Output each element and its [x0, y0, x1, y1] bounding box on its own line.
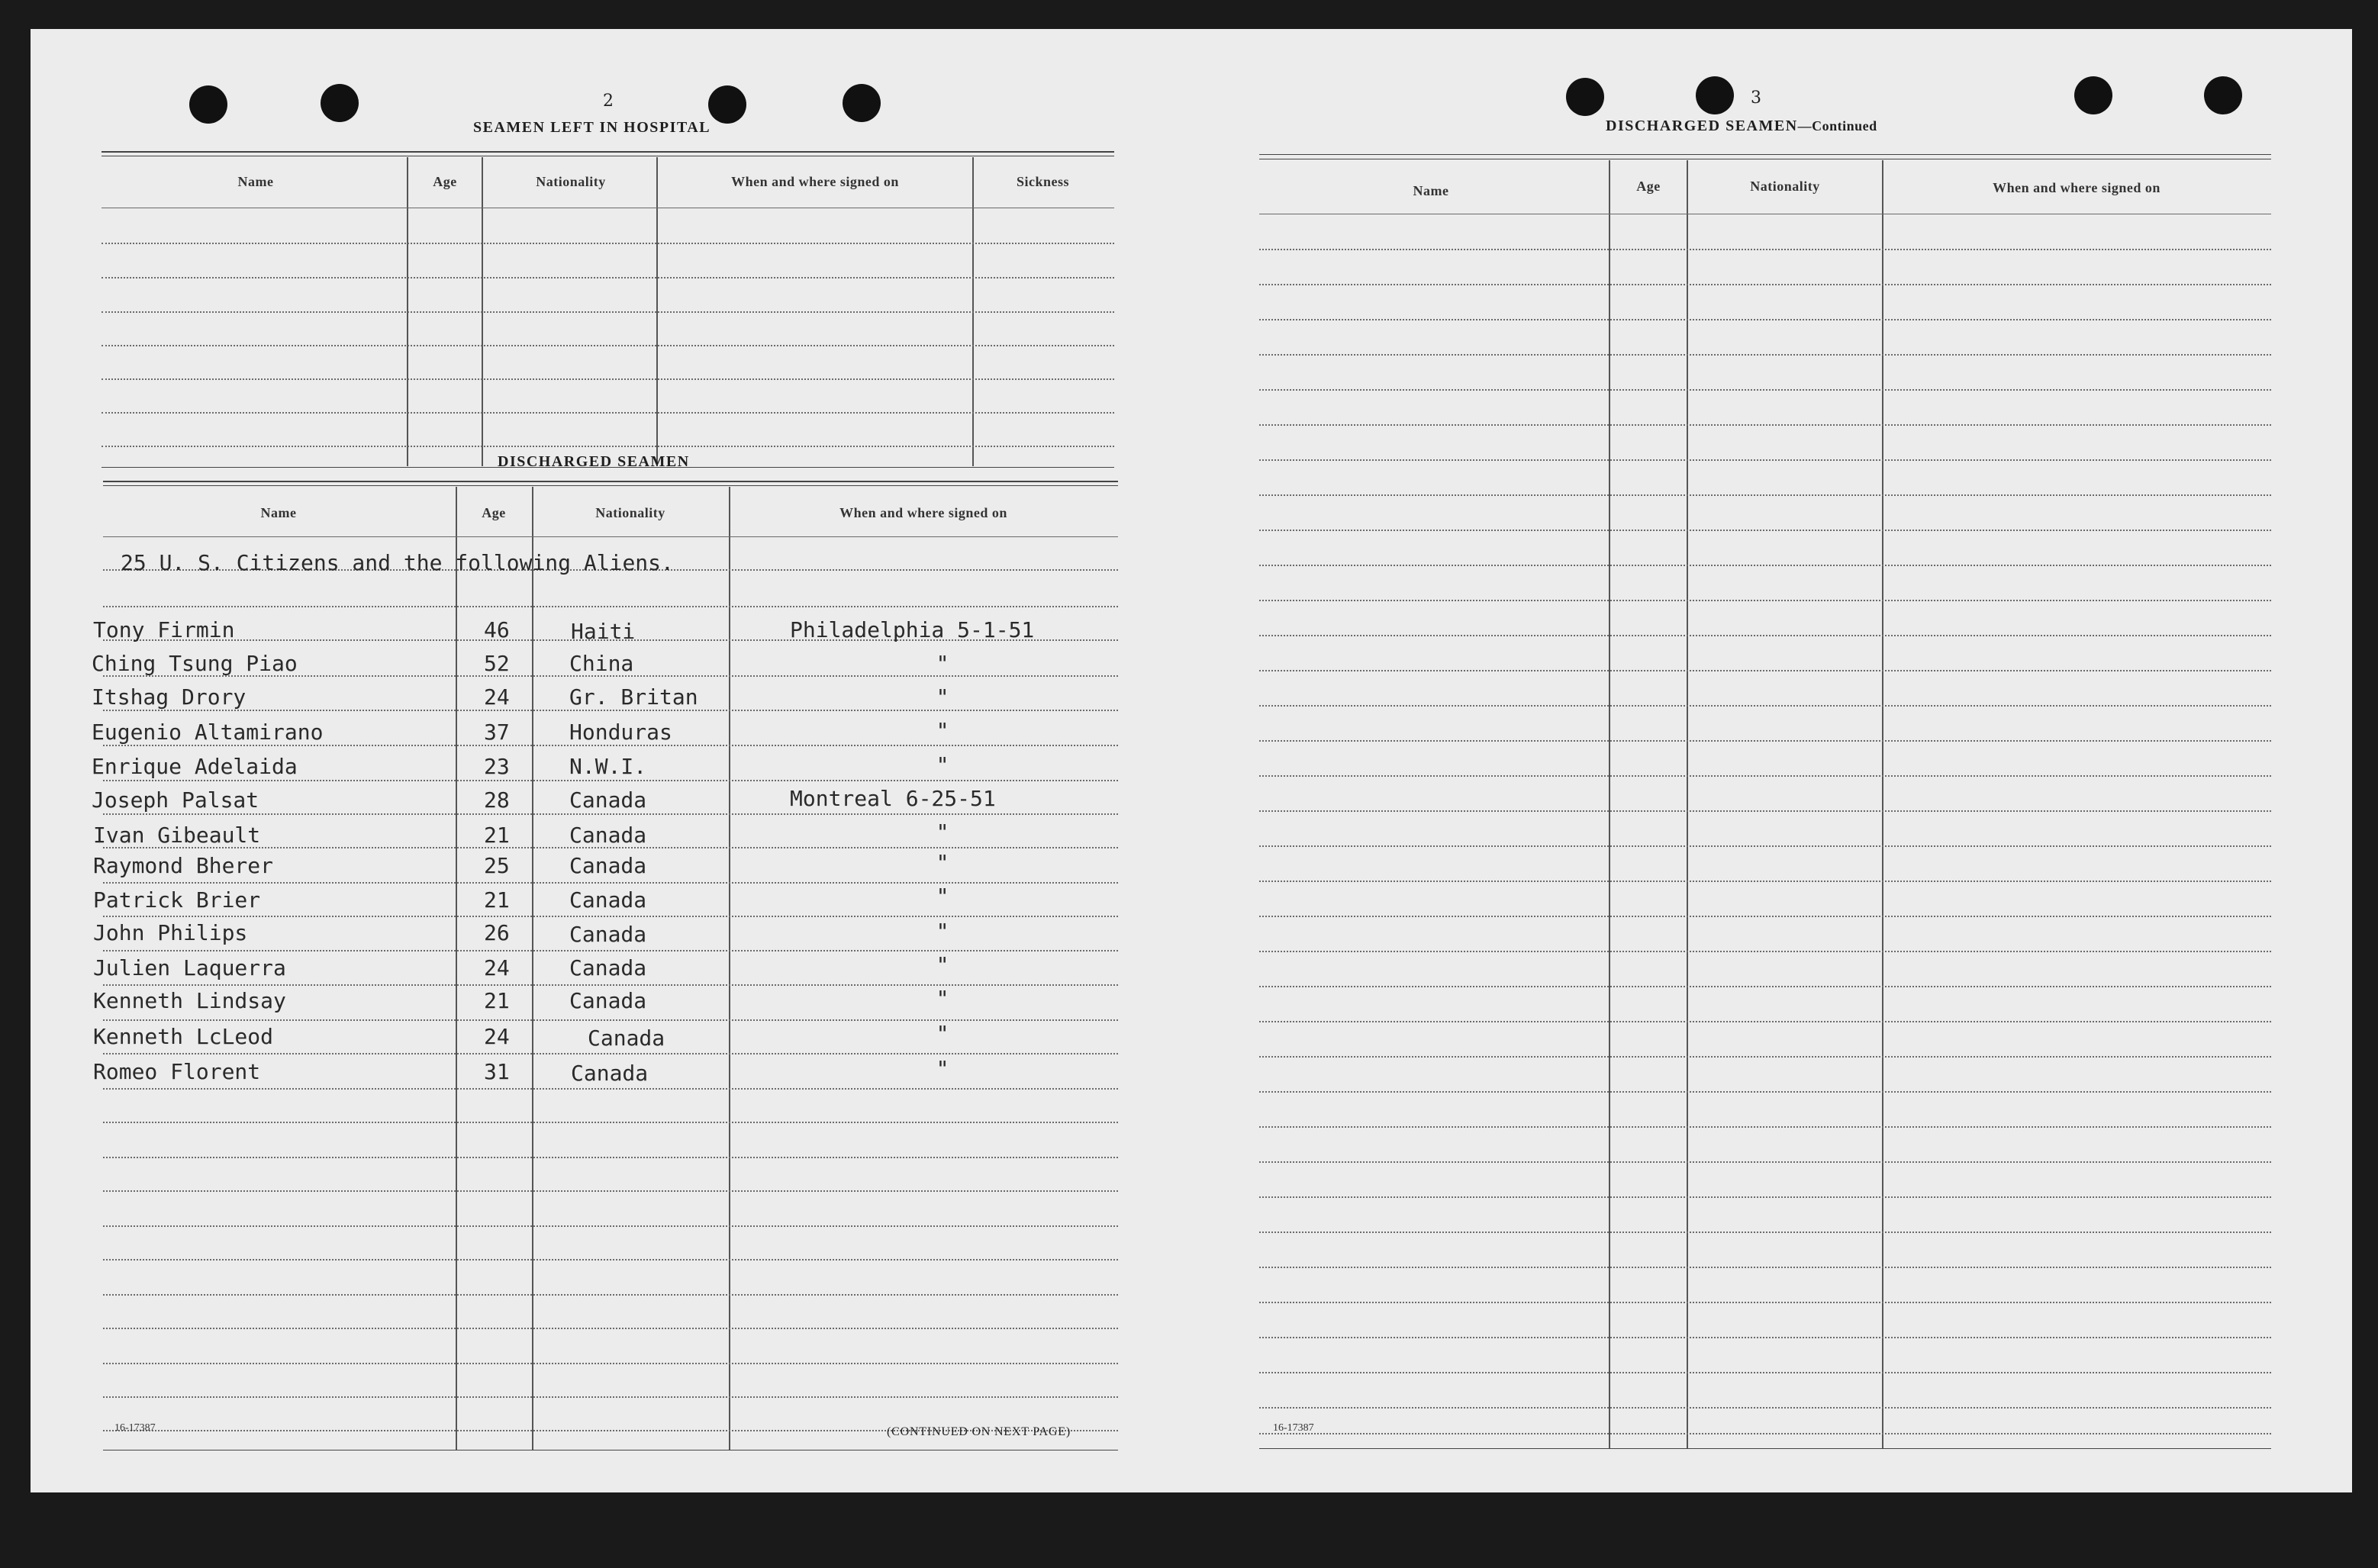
seaman-nationality: Canada: [569, 887, 647, 913]
punch-hole: [708, 85, 746, 124]
seaman-signed-on: ": [936, 752, 949, 778]
seaman-signed-on: ": [936, 1021, 949, 1046]
seaman-nationality: China: [569, 651, 634, 676]
seaman-name: Ching Tsung Piao: [92, 651, 298, 676]
seaman-nationality: Canada: [588, 1025, 665, 1051]
page-number: 2: [603, 92, 614, 111]
seaman-age: 46: [484, 617, 510, 642]
hospital-col-name: Name: [237, 174, 274, 189]
seaman-signed-on: ": [936, 718, 949, 743]
punch-hole: [2074, 76, 2112, 114]
form-number: 16-17387: [1273, 1422, 1314, 1434]
seaman-name: Romeo Florent: [93, 1059, 261, 1084]
seaman-name: Raymond Bherer: [93, 853, 274, 878]
seaman-age: 37: [484, 720, 510, 745]
hospital-col-signed-on: When and where signed on: [731, 174, 899, 189]
seaman-name: Itshag Drory: [92, 684, 246, 710]
seaman-nationality: Canada: [571, 1061, 649, 1086]
seaman-nationality: Canada: [569, 823, 647, 848]
punch-hole: [2204, 76, 2242, 114]
continued-col-nationality: Nationality: [1750, 179, 1820, 194]
seaman-age: 21: [484, 988, 510, 1013]
punch-hole: [843, 84, 881, 122]
seaman-age: 24: [484, 955, 510, 980]
seaman-signed-on: Montreal 6-25-51: [790, 786, 996, 811]
seaman-name: Tony Firmin: [93, 617, 235, 642]
page-number: 3: [1751, 89, 1761, 108]
seaman-name: Ivan Gibeault: [93, 823, 261, 848]
seaman-nationality: Honduras: [569, 720, 672, 745]
seaman-name: Enrique Adelaida: [92, 754, 298, 779]
seaman-nationality: Canada: [569, 853, 647, 878]
seaman-age: 21: [484, 823, 510, 848]
seaman-signed-on: ": [936, 651, 949, 676]
discharged-section-title: DISCHARGED SEAMEN: [498, 453, 690, 470]
title-suffix: —Continued: [1797, 118, 1877, 134]
seaman-age: 21: [484, 887, 510, 913]
seaman-nationality: Canada: [569, 955, 647, 980]
seaman-name: Kenneth Lindsay: [93, 988, 286, 1013]
continued-col-name: Name: [1413, 183, 1449, 198]
seaman-nationality: N.W.I.: [569, 754, 647, 779]
seaman-nationality: Canada: [569, 988, 647, 1013]
punch-hole: [321, 84, 359, 122]
seaman-age: 52: [484, 651, 510, 676]
seaman-signed-on: Philadelphia 5-1-51: [790, 617, 1035, 642]
seaman-name: Julien Laquerra: [93, 955, 286, 980]
seaman-signed-on: ": [936, 1056, 949, 1081]
seaman-name: Kenneth LcLeod: [93, 1024, 274, 1049]
seaman-signed-on: ": [936, 952, 949, 977]
hospital-col-age: Age: [433, 174, 457, 189]
seaman-nationality: Haiti: [571, 619, 636, 644]
discharged-col-name: Name: [260, 505, 297, 520]
discharged-col-nationality: Nationality: [595, 505, 665, 520]
seaman-age: 24: [484, 684, 510, 710]
continued-col-age: Age: [1636, 179, 1661, 194]
seaman-name: John Philips: [93, 920, 248, 945]
hospital-col-nationality: Nationality: [536, 174, 606, 189]
form-number: 16-17387: [114, 1422, 156, 1434]
seaman-nationality: Canada: [569, 922, 647, 947]
punch-hole: [189, 85, 227, 124]
discharged-col-age: Age: [482, 505, 506, 520]
title-text: DISCHARGED SEAMEN: [1606, 118, 1798, 134]
aliens-note: 25 U. S. Citizens and the following Aliens.: [121, 550, 674, 575]
seaman-name: Eugenio Altamirano: [92, 720, 324, 745]
seaman-age: 26: [484, 920, 510, 945]
seaman-name: Patrick Brier: [93, 887, 261, 913]
hospital-section-title: SEAMEN LEFT IN HOSPITAL: [473, 119, 711, 136]
seaman-signed-on: ": [936, 884, 949, 909]
document-sheet: [31, 29, 2352, 1492]
seaman-age: 23: [484, 754, 510, 779]
punch-hole: [1566, 78, 1604, 116]
seaman-signed-on: ": [936, 684, 949, 710]
seaman-age: 31: [484, 1059, 510, 1084]
discharged-col-signed-on: When and where signed on: [839, 505, 1007, 520]
seaman-nationality: Canada: [569, 787, 647, 813]
seaman-name: Joseph Palsat: [92, 787, 259, 813]
seaman-age: 24: [484, 1024, 510, 1049]
seaman-age: 28: [484, 787, 510, 813]
seaman-signed-on: ": [936, 919, 949, 944]
seaman-nationality: Gr. Britan: [569, 684, 698, 710]
seaman-age: 25: [484, 853, 510, 878]
punch-hole: [1696, 76, 1734, 114]
discharged-continued-title: [1606, 118, 1877, 135]
continued-col-signed-on: When and where signed on: [1993, 180, 2160, 195]
seaman-signed-on: ": [936, 819, 949, 845]
continued-note: (CONTINUED ON NEXT PAGE): [887, 1425, 1071, 1438]
hospital-col-sickness: Sickness: [1016, 174, 1070, 189]
seaman-signed-on: ": [936, 850, 949, 875]
seaman-signed-on: ": [936, 986, 949, 1011]
